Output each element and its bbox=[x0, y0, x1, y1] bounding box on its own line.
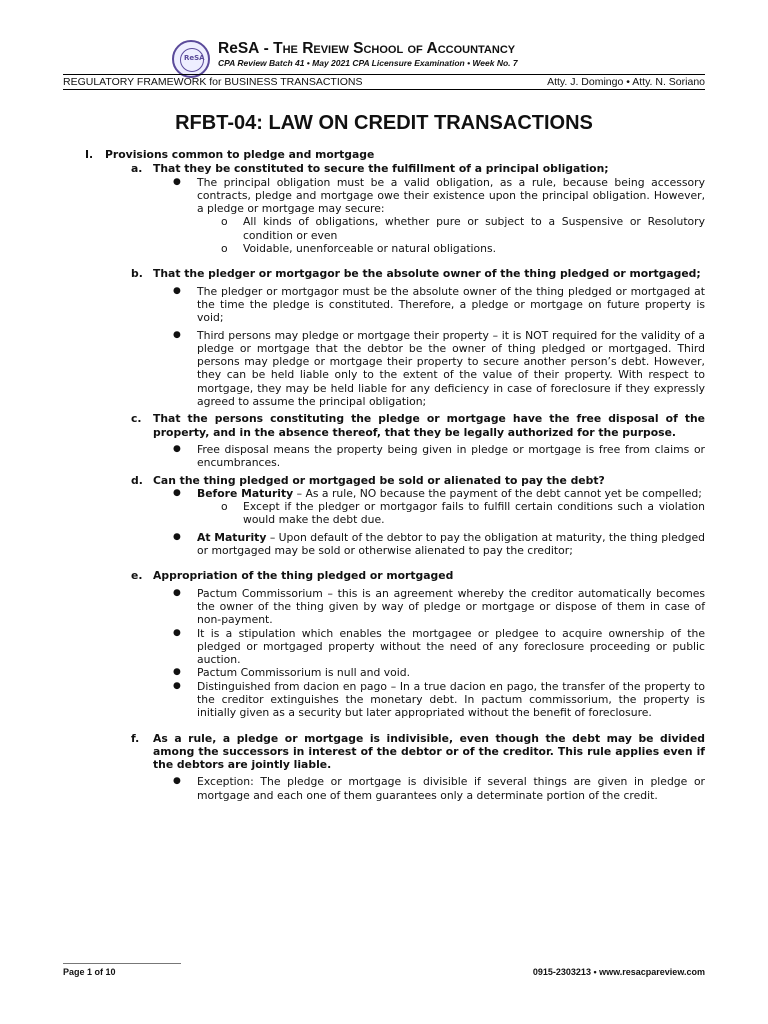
sub-bullet-text: Except if the pledger or mortgagor fails to fulfill certain conditions such a violation would make the debt due. bbox=[243, 500, 705, 527]
item-text: That they be constituted to secure the fulfillment of a principal obligation; bbox=[153, 162, 609, 176]
item-c-heading bbox=[63, 412, 705, 439]
bullet-bold: At Maturity bbox=[197, 530, 267, 544]
circle-bullet-icon: o bbox=[221, 500, 228, 514]
bullet-bold: Before Maturity bbox=[197, 486, 294, 500]
sub-bullet-text: All kinds of obligations, whether pure or subject to a Suspensive or Resolutory condition or even bbox=[243, 215, 705, 242]
brand-school: - The Review School of Accountancy bbox=[259, 40, 516, 57]
section-number: I. bbox=[85, 148, 94, 161]
item-a-heading bbox=[63, 162, 705, 175]
logo-text: ReSA bbox=[184, 54, 205, 62]
bullet-icon: ● bbox=[173, 176, 181, 187]
bullet-text: The pledger or mortgagor must be the absolute owner of the thing pledged or mortgaged at the time the pledge is constituted. Therefore, a pledge or mortgage on future property is void; bbox=[197, 284, 705, 325]
bullet-rest: – As a rule, NO because the payment of the debt cannot yet be compelled; bbox=[293, 486, 702, 500]
item-text: That the pledger or mortgagor be the absolute owner of the thing pledged or mortgaged; bbox=[153, 267, 701, 281]
bullet-text bbox=[197, 531, 705, 558]
item-letter: f. bbox=[131, 731, 140, 745]
document-body bbox=[63, 148, 705, 802]
page-number: Page 1 of 10 bbox=[63, 967, 116, 977]
bullet-icon: ● bbox=[173, 285, 181, 296]
sub-bullet bbox=[63, 242, 705, 255]
bullet bbox=[63, 587, 705, 627]
bullet bbox=[63, 666, 705, 679]
bullet-text: Exception: The pledge or mortgage is divisible if several things are given in pledge or mortgage and each one of them guarantees only a determinate portion of the credit. bbox=[197, 775, 705, 802]
header-rule-bottom bbox=[63, 89, 705, 90]
section-title: Provisions common to pledge and mortgage bbox=[105, 148, 375, 161]
sub-bullet-text: Voidable, unenforceable or natural obligations. bbox=[243, 242, 497, 256]
item-f-heading bbox=[63, 732, 705, 772]
item-text: Can the thing pledged or mortgaged be sold or alienated to pay the debt? bbox=[153, 473, 605, 487]
item-text: Appropriation of the thing pledged or mortgaged bbox=[153, 569, 454, 583]
item-text: That the persons constituting the pledge or mortgage have the free disposal of the property, and in the absence thereof, that they be legally authorized for the purpose. bbox=[153, 412, 705, 439]
bullet bbox=[63, 443, 705, 470]
bullet-icon: ● bbox=[173, 667, 181, 678]
bullet-text: It is a stipulation which enables the mortgagee or pledgee to acquire ownership of the pledged or mortgaged property without the need of any foreclosure proceeding or public auction. bbox=[197, 626, 705, 667]
brand-title bbox=[218, 40, 515, 58]
item-e-heading bbox=[63, 569, 705, 582]
bullet-text: Free disposal means the property being given in pledge or mortgage is free from claims or encumbrances. bbox=[197, 442, 705, 470]
brand-name: ReSA bbox=[218, 40, 260, 57]
bullet bbox=[63, 627, 705, 667]
bullet-icon: ● bbox=[173, 329, 181, 340]
header-subject: REGULATORY FRAMEWORK for BUSINESS TRANSACTIONS bbox=[63, 76, 363, 88]
bullet-icon: ● bbox=[173, 487, 181, 498]
page-title: RFBT-04: LAW ON CREDIT TRANSACTIONS bbox=[175, 112, 593, 134]
bullet-text: The principal obligation must be a valid obligation, as a rule, because being accessory contracts, pledge and mortgage owe their existence upon the principal obligation. However, a pledge or mortgage may secure: bbox=[197, 175, 705, 216]
bullet-icon: ● bbox=[173, 587, 181, 598]
bullet-icon: ● bbox=[173, 776, 181, 787]
footer-rule bbox=[63, 963, 181, 964]
item-letter: d. bbox=[131, 473, 143, 487]
bullet-icon: ● bbox=[173, 531, 181, 542]
item-letter: a. bbox=[131, 162, 143, 176]
bullet-rest: – Upon default of the debtor to pay the obligation at maturity, the thing pledged or mortgaged may be sold or otherwise alienated to pay the creditor; bbox=[197, 530, 705, 558]
item-b-heading bbox=[63, 267, 705, 280]
footer-contact: 0915-2303213 • www.resacpareview.com bbox=[532, 967, 705, 977]
circle-bullet-icon: o bbox=[221, 215, 228, 229]
bullet bbox=[63, 285, 705, 325]
sub-bullet bbox=[63, 500, 705, 527]
item-letter: e. bbox=[131, 569, 143, 583]
sub-bullet bbox=[63, 215, 705, 242]
bullet bbox=[63, 531, 705, 558]
header-rule-top bbox=[63, 74, 705, 75]
bullet-text: Pactum Commissorium – this is an agreement whereby the creditor automatically becomes the owner of the thing given by way of pledge or mortgage or dispose of them in case of non-payment. bbox=[197, 586, 705, 627]
item-text: As a rule, a pledge or mortgage is indivisible, even though the debt may be divided among the successors in interest of the debtor or of the creditor. This rule applies even if the debtors are jointly liable. bbox=[153, 731, 705, 772]
bullet bbox=[63, 329, 705, 409]
bullet bbox=[63, 680, 705, 720]
bullet-text: Distinguished from dacion en pago – In a true dacion en pago, the transfer of the property to the creditor extinguishes the monetary debt. In pactum commissorium, the property is initially given as a security but later appropriated without the benefit of foreclosure. bbox=[197, 679, 705, 720]
bullet-icon: ● bbox=[173, 627, 181, 638]
bullet-text: Third persons may pledge or mortgage their property – it is NOT required for the validity of a pledge or mortgage that the debtor be the owner of thing pledged or mortgaged. Third persons may pledge or mortgage their property to secure another person’s debt. However, they can be held liable only to the extent of the value of their property. With respect to mortgage, they may be held liable for any deficiency in case of foreclosure if they expressly agreed to assume the principal obligation; bbox=[197, 328, 705, 409]
bullet-icon: ● bbox=[173, 443, 181, 454]
item-letter: c. bbox=[131, 412, 142, 426]
bullet bbox=[63, 775, 705, 802]
header-authors: Atty. J. Domingo • Atty. N. Soriano bbox=[547, 76, 705, 88]
item-d-heading bbox=[63, 474, 705, 487]
item-letter: b. bbox=[131, 267, 143, 281]
bullet bbox=[63, 176, 705, 216]
section-heading bbox=[63, 148, 705, 161]
bullet-icon: ● bbox=[173, 680, 181, 691]
resa-logo bbox=[172, 40, 210, 78]
circle-bullet-icon: o bbox=[221, 242, 228, 256]
bullet bbox=[63, 487, 705, 500]
bullet-text: Pactum Commissorium is null and void. bbox=[197, 666, 411, 680]
brand-subtitle: CPA Review Batch 41 • May 2021 CPA Licensure Examination • Week No. 7 bbox=[218, 58, 518, 68]
bullet-text bbox=[197, 487, 705, 500]
